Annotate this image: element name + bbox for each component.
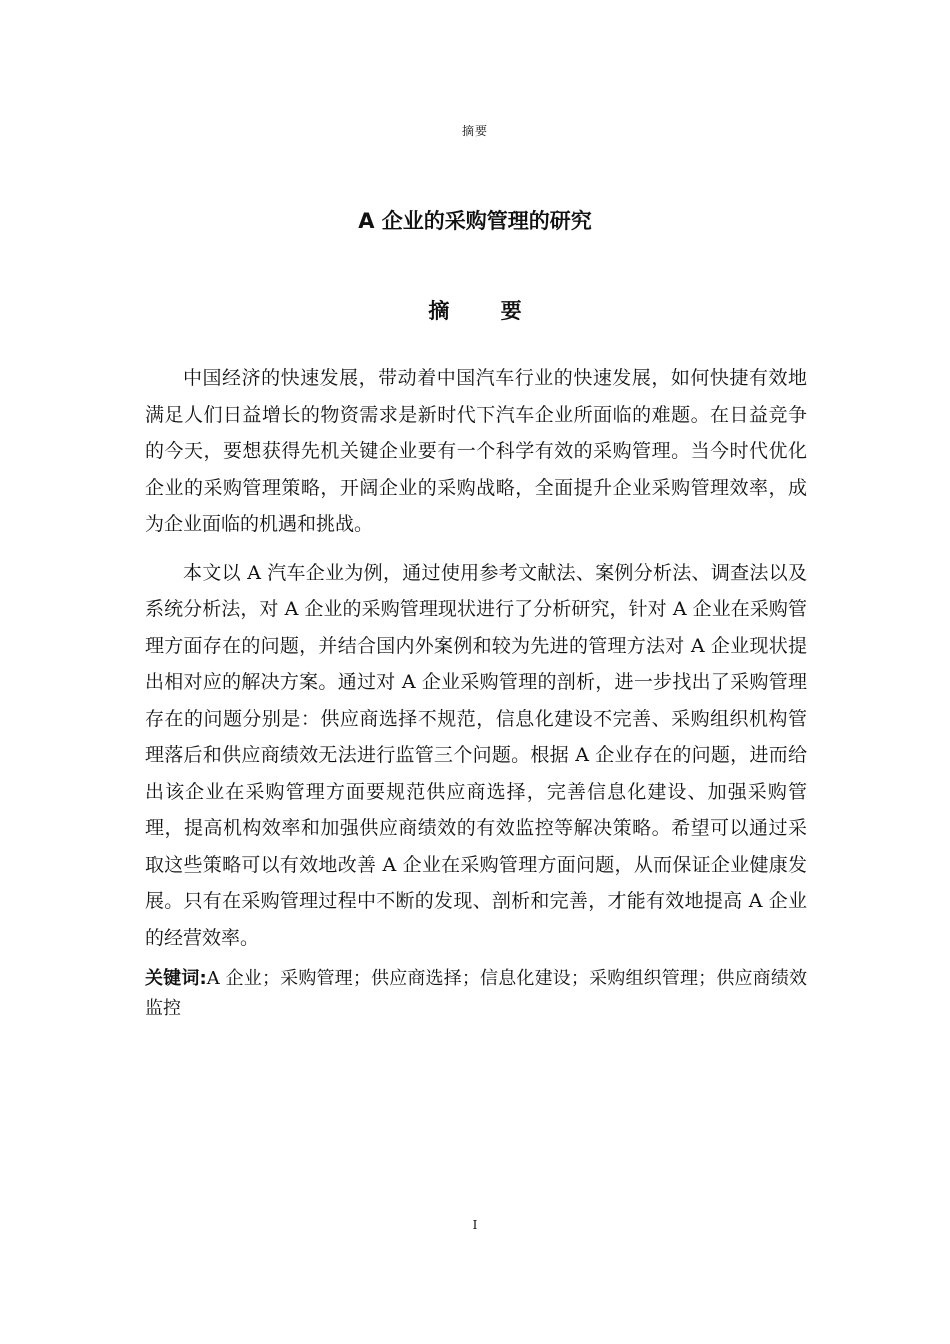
keywords-label: 关键词:	[145, 968, 207, 989]
document-title: A 企业的采购管理的研究	[358, 209, 592, 233]
abstract-paragraph-1: 中国经济的快速发展，带动着中国汽车行业的快速发展，如何快捷有效地满足人们日益增长的物资需求是新时代下汽车企业所面临的难题。在日益竞争的今天，要想获得先机关键企业要有一个科学有效的采购管理。当今时代优化企业的采购管理策略，开阔企业的采购战略，全面提升企业采购管理效率，成为企业面临的机遇和挑战。	[145, 367, 807, 535]
abstract-body	[145, 360, 807, 1024]
abstract-heading: 摘 要	[428, 299, 544, 323]
abstract-paragraph-2: 本文以 A 汽车企业为例，通过使用参考文献法、案例分析法、调查法以及系统分析法，对 A 企业的采购管理现状进行了分析研究，针对 A 企业在采购管理方面存在的问题，并结合国内外案例和较为先进的管理方法对 A 企业现状提出相对应的解决方案。通过对 A 企业采购管理的剖析，进一步找出了采购管理存在的问题分别是：供应商选择不规范，信息化建设不完善、采购组织机构管理落后和供应商绩效无法进行监管三个问题。根据 A 企业存在的问题，进而给出该企业在采购管理方面要规范供应商选择，完善信息化建设、加强采购管理，提高机构效率和加强供应商绩效的有效监控等解决策略。希望可以通过采取这些策略可以有效地改善 A 企业在采购管理方面问题，从而保证企业健康发展。只有在采购管理过程中不断的发现、剖析和完善，才能有效地提高 A 企业的经营效率。	[145, 561, 807, 949]
running-header: 摘要	[461, 124, 488, 138]
keywords-line	[145, 964, 807, 1024]
keywords-text: A 企业；采购管理；供应商选择；信息化建设；采购组织管理；供应商绩效监控	[145, 968, 808, 1019]
page-number: I	[472, 1218, 478, 1232]
